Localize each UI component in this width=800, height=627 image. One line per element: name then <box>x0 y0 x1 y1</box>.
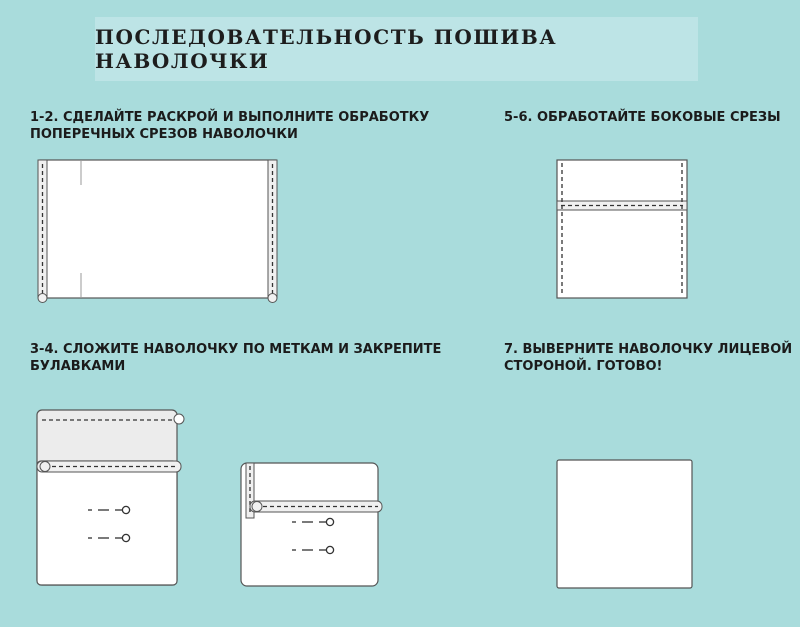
step-7-diagram <box>552 455 697 595</box>
step-7-caption <box>504 341 794 375</box>
step-1-2-diagram <box>30 155 285 305</box>
step-3-4-line-2: БУЛАВКАМИ <box>30 359 126 374</box>
hem-roll-left <box>38 294 47 303</box>
folded-panel <box>241 463 378 586</box>
step-7-line-2: СТОРОНОЙ. ГОТОВО! <box>504 359 663 374</box>
back-hem-roll <box>174 414 184 424</box>
step-1-2-caption <box>30 109 450 143</box>
page-title: ПОСЛЕДОВАТЕЛЬНОСТЬ ПОШИВА НАВОЛОЧКИ <box>95 25 558 73</box>
step-3-4-diagram-a <box>32 405 192 595</box>
step-3-4-diagram-b <box>236 458 386 593</box>
front-layer <box>37 461 177 585</box>
step-1-2-line-1: 1-2. СДЕЛАЙТЕ РАСКРОЙ И ВЫПОЛНИТЕ ОБРАБОТКУ <box>30 110 430 125</box>
fabric-panel <box>40 160 276 298</box>
pillowcase-panel <box>557 160 687 298</box>
title-banner <box>95 17 698 81</box>
step-5-6-line-1: 5-6. ОБРАБОТАЙТЕ БОКОВЫЕ СРЕЗЫ <box>504 110 781 125</box>
front-hem-roll <box>40 462 50 472</box>
step-3-4-line-1: 3-4. СЛОЖИТЕ НАВОЛОЧКУ ПО МЕТКАМ И ЗАКРЕПИТЕ <box>30 342 442 357</box>
step-5-6-caption <box>504 109 794 126</box>
step-5-6-diagram <box>552 155 694 305</box>
step-3-4-caption <box>30 341 450 375</box>
step-1-2-line-2: ПОПЕРЕЧНЫХ СРЕЗОВ НАВОЛОЧКИ <box>30 127 298 142</box>
step-7-line-1: 7. ВЫВЕРНИТЕ НАВОЛОЧКУ ЛИЦЕВОЙ <box>504 342 793 357</box>
finished-pillowcase <box>557 460 692 588</box>
flap-hem-roll <box>252 502 262 512</box>
hem-roll-right <box>268 294 277 303</box>
